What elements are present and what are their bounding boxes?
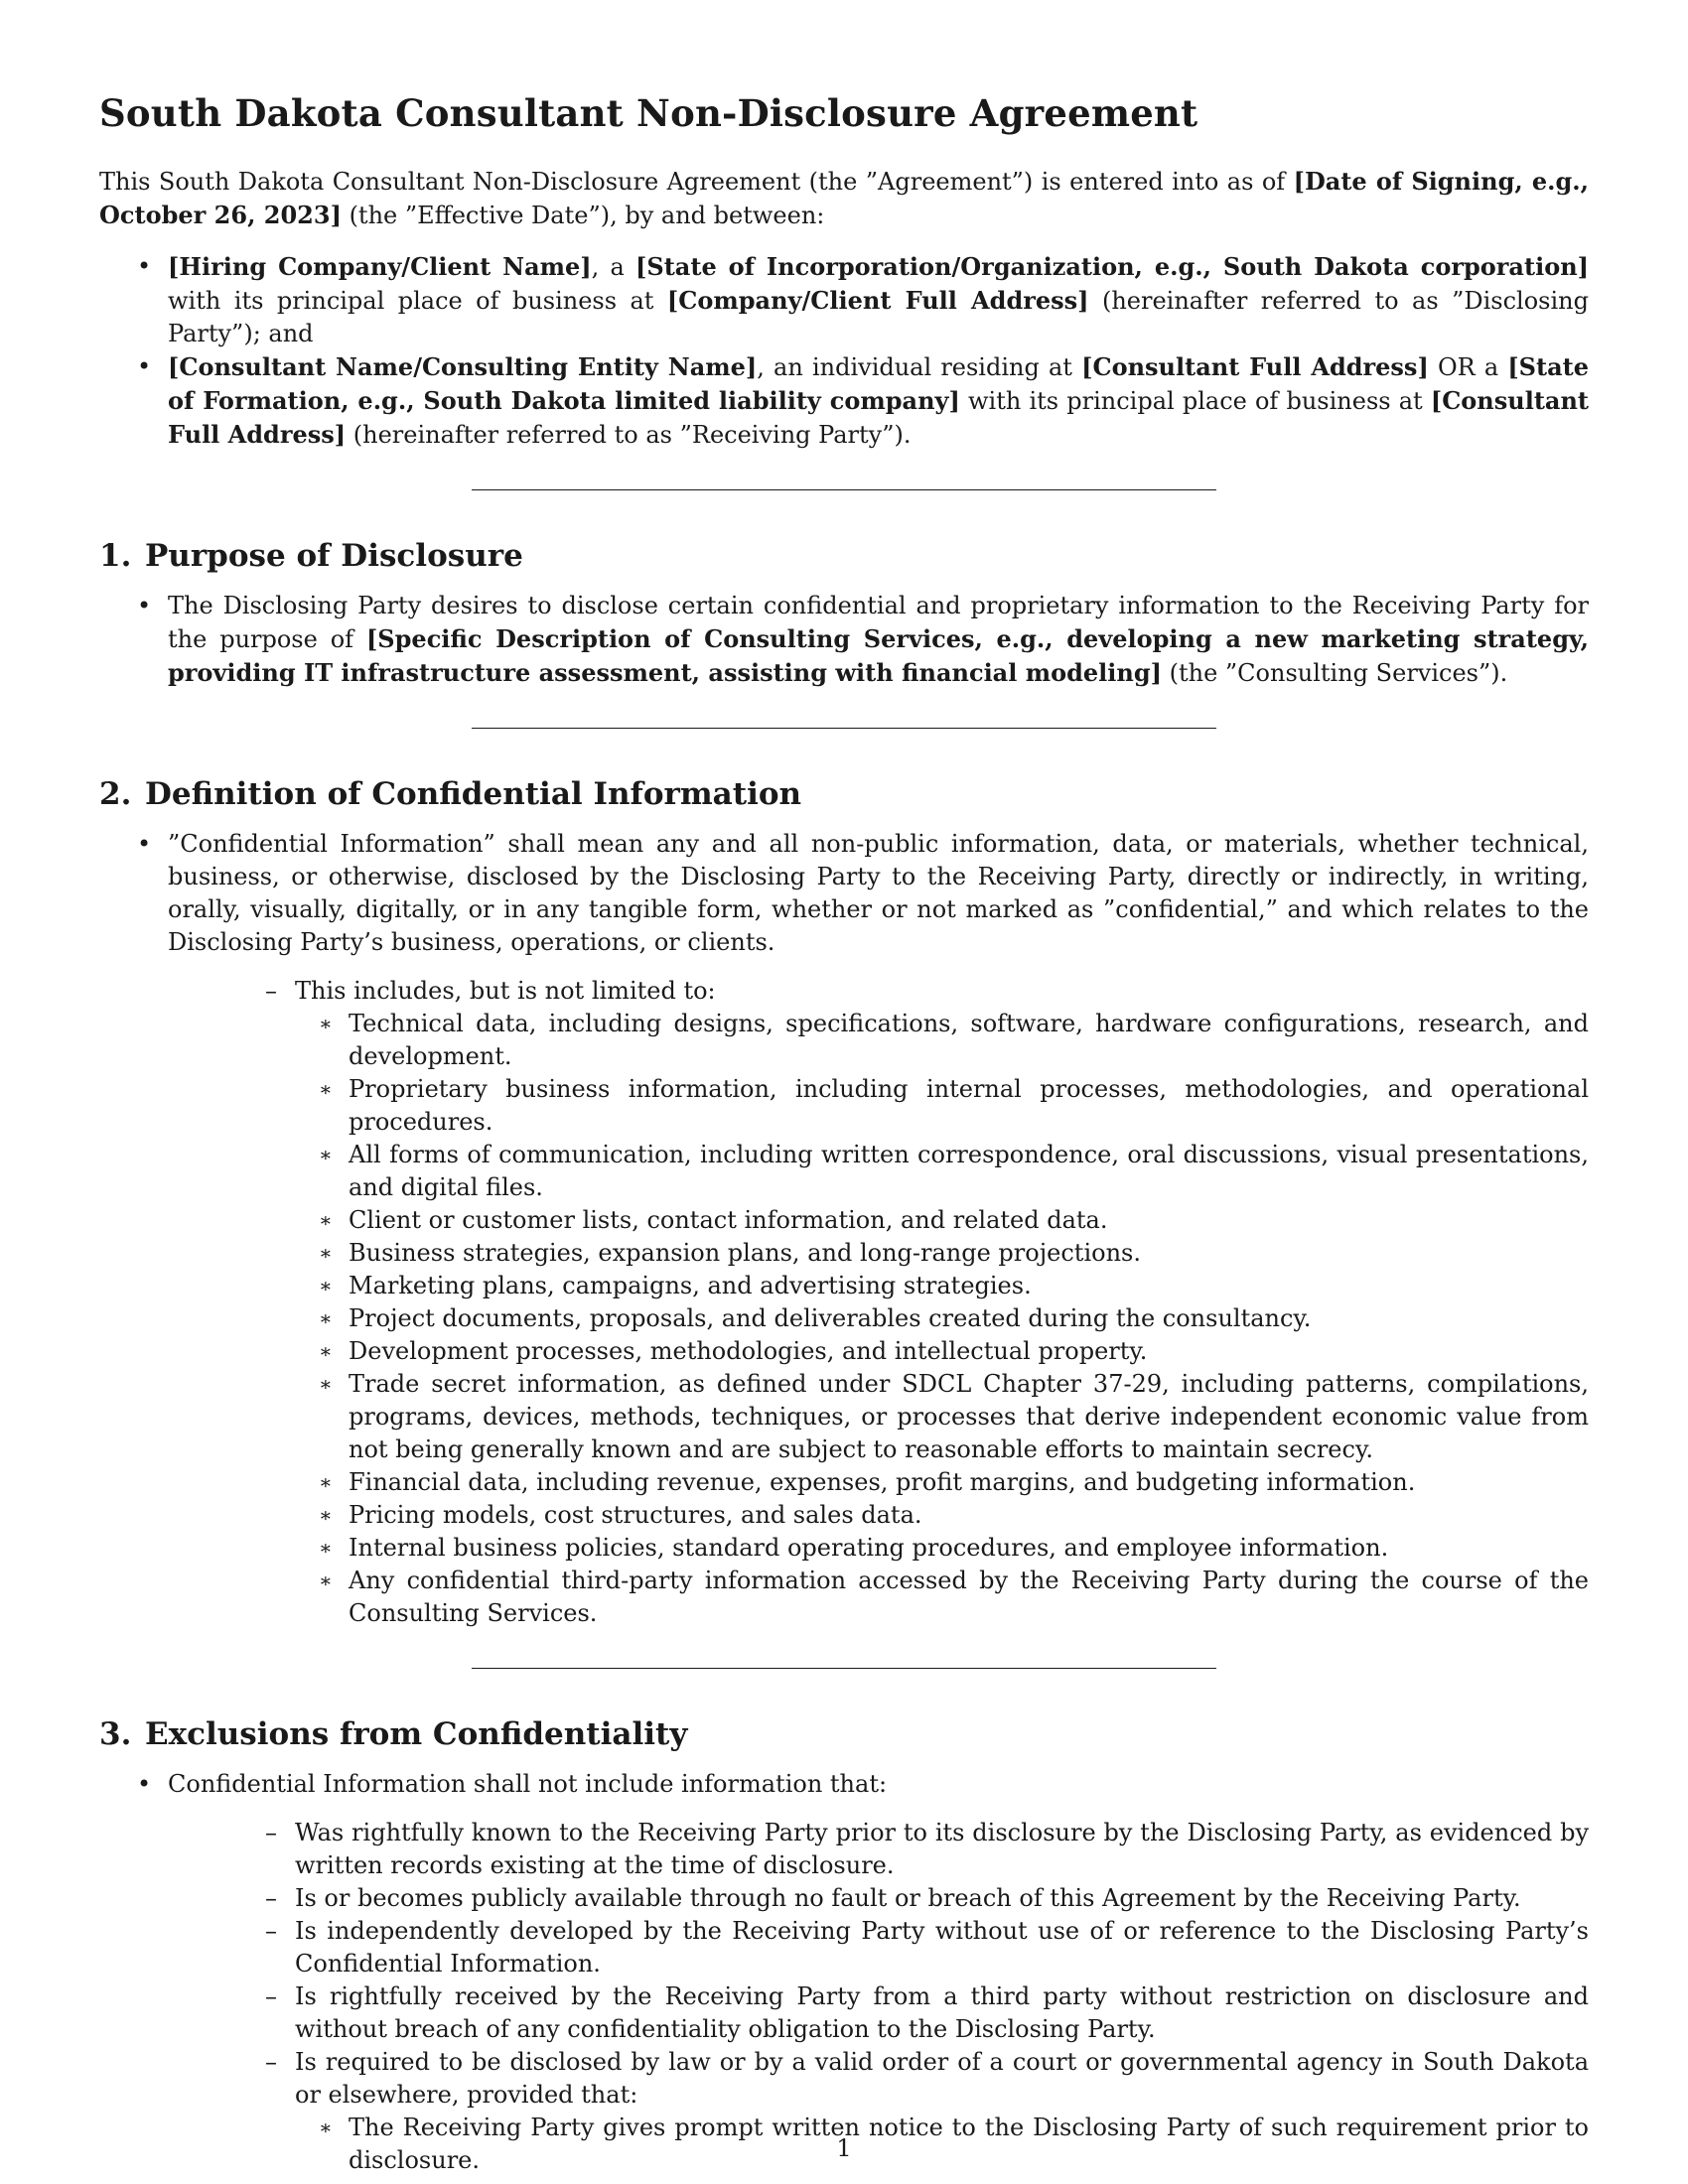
- purpose-list: [99, 590, 1589, 690]
- list-item: ∗ All forms of communication, including written correspondence, oral discussions, visual presentations, and digital files.: [168, 1139, 1589, 1204]
- party-disclosing: • [Hiring Company/Client Name], a [State of Incorporation/Organization, e.g., South Dakota corporation] with its principal place of business at [Company/Client Full Address] (hereinafter referred to as ”Disclosing Party”); and: [99, 250, 1589, 350]
- list-item: – Was rightfully known to the Receiving Party prior to its disclosure by the Disclosing Party, as evidenced by written records existing at the time of disclosure.: [168, 1817, 1589, 1882]
- exclusions-list: [99, 1768, 1589, 2177]
- document-page: [99, 91, 1589, 2177]
- list-item: • Confidential Information shall not include information that: – Was rightfully known to the Receiving Party prior to its disclosure by the Disclosing Party, as evidenced by written records existing at the time of disclosure. – Is or becomes publicly available through no fault or breach of this Agreement by the Receiving Party. – Is independently developed by the Receiving Party without use of or reference to the Disclosing Party’s Confidential Information. – Is rightfully received by the Receiving Party from a third party without restriction on disclosure and without breach of any confidentiality obligation to the Disclosing Party. – Is required to be disclosed by law or by a valid order of a court or governmental agency in South Dakota or elsewhere, provided that: ∗ The Receiving Party gives prompt written notice to the Disclosing Party of such requirement prior to disclosure.: [99, 1768, 1589, 2177]
- list-item: ∗ Project documents, proposals, and deliverables created during the consultancy.: [168, 1302, 1589, 1335]
- list-item: ∗ The Receiving Party gives prompt written notice to the Disclosing Party of such requirement prior to disclosure.: [168, 2112, 1589, 2177]
- page-number: 1: [836, 2134, 852, 2162]
- section-heading: 2. Definition of Confidential Information: [99, 776, 802, 812]
- section-divider: [472, 489, 1216, 490]
- parties-list: [99, 250, 1589, 452]
- list-item: – Is independently developed by the Receiving Party without use of or reference to the Disclosing Party’s Confidential Information.: [168, 1915, 1589, 1980]
- list-item: ∗ Proprietary business information, including internal processes, methodologies, and operational procedures.: [168, 1073, 1589, 1139]
- section-divider: [472, 728, 1216, 729]
- list-item: – Is required to be disclosed by law or by a valid order of a court or governmental agency in South Dakota or elsewhere, provided that: ∗ The Receiving Party gives prompt written notice to the Disclosing Party of such requirement prior to disclosure.: [168, 2046, 1589, 2177]
- list-item: ∗ Financial data, including revenue, expenses, profit margins, and budgeting information.: [168, 1466, 1589, 1499]
- list-item: – Is or becomes publicly available through no fault or breach of this Agreement by the Receiving Party.: [168, 1882, 1589, 1915]
- list-item: ∗ Marketing plans, campaigns, and advertising strategies.: [168, 1270, 1589, 1302]
- section-heading: 1. Purpose of Disclosure: [99, 538, 523, 574]
- list-item: ∗ Client or customer lists, contact information, and related data.: [168, 1204, 1589, 1237]
- list-item: ∗ Trade secret information, as defined under SDCL Chapter 37-29, including patterns, compilations, programs, devices, methods, techniques, or processes that derive independent economic value from not being generally known and are subject to reasonable efforts to maintain secrecy.: [168, 1368, 1589, 1466]
- list-item: – This includes, but is not limited to: ∗ Technical data, including designs, specifications, software, hardware configurations, research, and development. ∗ Proprietary business information, including internal processes, methodologies, and operational procedures. ∗ All forms of communication, including written correspondence, oral discussions, visual presentations, and digital files. ∗ Client or customer lists, contact information, and related data. ∗ Business strategies, expansion plans, and long-range projections. ∗ Marketing plans, campaigns, and advertising strategies. ∗ Project documents, proposals, and deliverables created during the consultancy. ∗ Development processes, methodologies, and intellectual property. ∗ Trade secret information, as defined under SDCL Chapter 37-29, including patterns, compilations, programs, devices, methods, techniques, or processes that derive independent economic value from not being generally known and are subject to reasonable efforts to maintain secrecy. ∗ Financial data, including revenue, expenses, profit margins, and budgeting information. ∗ Pricing models, cost structures, and sales data. ∗ Internal business policies, standard operating procedures, and employee information. ∗ Any confidential third-party information accessed by the Receiving Party during the course of the Consulting Services.: [168, 975, 1589, 1630]
- list-item: ∗ Any confidential third-party information accessed by the Receiving Party during the course of the Consulting Services.: [168, 1565, 1589, 1630]
- definition-list: [99, 828, 1589, 1630]
- list-item: • The Disclosing Party desires to disclose certain confidential and proprietary information to the Receiving Party for the purpose of [Specific Description of Consulting Services, e.g., developing a new marketing strategy, providing IT infrastructure assessment, assisting with financial modeling] (the ”Consulting Services”).: [99, 590, 1589, 690]
- section-heading: 3. Exclusions from Confidentiality: [99, 1716, 688, 1752]
- list-item: – Is rightfully received by the Receiving Party from a third party without restriction on disclosure and without breach of any confidentiality obligation to the Disclosing Party.: [168, 1980, 1589, 2046]
- document-title: South Dakota Consultant Non-Disclosure Agreement: [99, 91, 1198, 135]
- list-item: ∗ Internal business policies, standard operating procedures, and employee information.: [168, 1532, 1589, 1565]
- list-item: ∗ Business strategies, expansion plans, and long-range projections.: [168, 1237, 1589, 1270]
- date-placeholder: [Date of Signing, e.g., October 26, 2023]: [99, 167, 1589, 229]
- list-item: ∗ Pricing models, cost structures, and sales data.: [168, 1499, 1589, 1532]
- party-receiving: • [Consultant Name/Consulting Entity Name], an individual residing at [Consultant Full Address] OR a [State of Formation, e.g., South Dakota limited liability company] with its principal place of business at [Consultant Full Address] (hereinafter referred to as ”Receiving Party”).: [99, 350, 1589, 452]
- section-divider: [472, 1668, 1216, 1669]
- list-item: • ”Confidential Information” shall mean any and all non-public information, data, or materials, whether technical, business, or otherwise, disclosed by the Disclosing Party to the Receiving Party, directly or indirectly, in writing, orally, visually, digitally, or in any tangible form, whether or not marked as ”confidential,” and which relates to the Disclosing Party’s business, operations, or clients. – This includes, but is not limited to: ∗ Technical data, including designs, specifications, software, hardware configurations, research, and development. ∗ Proprietary business information, including internal processes, methodologies, and operational procedures. ∗ All forms of communication, including written correspondence, oral discussions, visual presentations, and digital files. ∗ Client or customer lists, contact information, and related data. ∗ Business strategies, expansion plans, and long-range projections. ∗ Marketing plans, campaigns, and advertising strategies. ∗ Project documents, proposals, and deliverables created during the consultancy. ∗ Development processes, methodologies, and intellectual property. ∗ Trade secret information, as defined under SDCL Chapter 37-29, including patterns, compilations, programs, devices, methods, techniques, or processes that derive independent economic value from not being generally known and are subject to reasonable efforts to maintain secrecy. ∗ Financial data, including revenue, expenses, profit margins, and budgeting information. ∗ Pricing models, cost structures, and sales data. ∗ Internal business policies, standard operating procedures, and employee information. ∗ Any confidential third-party information accessed by the Receiving Party during the course of the Consulting Services.: [99, 828, 1589, 1630]
- list-item: ∗ Development processes, methodologies, and intellectual property.: [168, 1335, 1589, 1368]
- list-item: ∗ Technical data, including designs, specifications, software, hardware configurations, research, and development.: [168, 1008, 1589, 1073]
- intro-paragraph: This South Dakota Consultant Non-Disclosure Agreement (the ”Agreement”) is entered into as of [Date of Signing, e.g., October 26, 2023] (the ”Effective Date”), by and between:: [99, 167, 1589, 229]
